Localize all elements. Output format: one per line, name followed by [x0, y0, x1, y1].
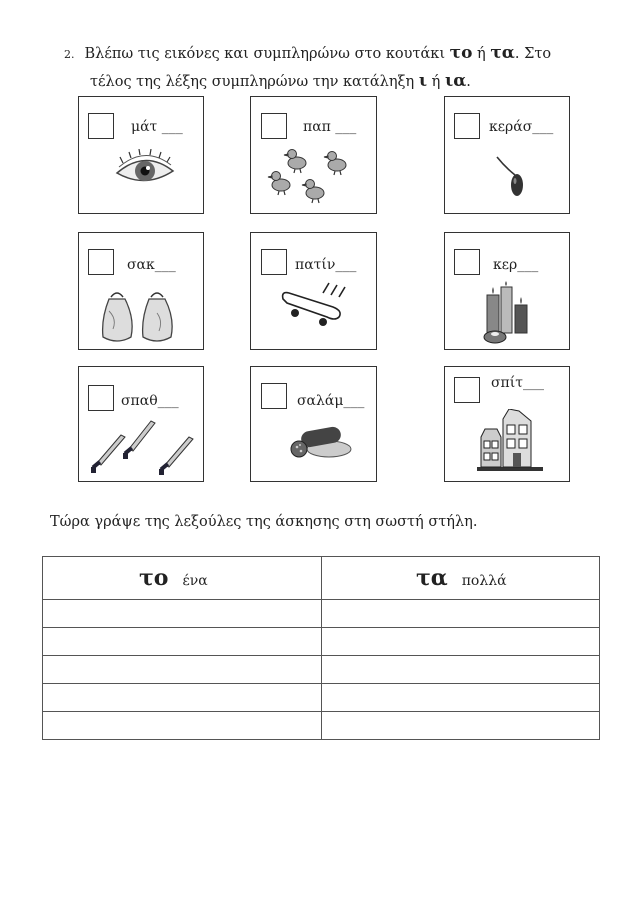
table-instruction: Τώρα γράψε της λεξούλες της άσκησης στη σωστή στήλη. — [50, 514, 478, 530]
card-houses — [444, 366, 570, 482]
word-blank: μάτ ___ — [131, 119, 183, 135]
or-word: ή — [472, 46, 491, 62]
instruction-line2-wrap — [64, 68, 551, 96]
word-blank: σπαθ___ — [121, 393, 179, 409]
or-word-2: ή — [427, 74, 445, 90]
table-row — [43, 712, 600, 740]
header-label-polla: πολλά — [461, 573, 507, 589]
exercise-number: 2. — [64, 48, 75, 61]
article-checkbox[interactable] — [454, 377, 480, 403]
instruction-line2-end: . — [466, 74, 471, 90]
word-blank: κεράσ___ — [489, 119, 554, 135]
answer-table — [42, 556, 600, 740]
card-salami — [250, 366, 377, 482]
article-ta: τα — [490, 43, 515, 63]
word-blank: σπίτ___ — [491, 375, 544, 391]
write-cell[interactable] — [322, 712, 600, 740]
article-checkbox[interactable] — [88, 113, 114, 139]
card-cherry — [444, 96, 570, 214]
ending-ia: ια — [444, 71, 467, 91]
candles-icon — [481, 281, 537, 345]
word-blank: σαλάμ___ — [297, 393, 365, 409]
table-header-row — [43, 557, 600, 600]
write-cell[interactable] — [322, 600, 600, 628]
skateboard-icon — [277, 281, 353, 329]
word-blank: σακ___ — [127, 257, 176, 273]
swords-icon — [85, 419, 197, 477]
word-blank: παπ ___ — [303, 119, 357, 135]
ending-i: ι — [418, 71, 428, 91]
write-cell[interactable] — [43, 684, 322, 712]
houses-icon — [475, 409, 545, 473]
article-checkbox[interactable] — [261, 383, 287, 409]
write-cell[interactable] — [322, 628, 600, 656]
write-cell[interactable] — [322, 684, 600, 712]
write-cell[interactable] — [43, 600, 322, 628]
header-label-ena: ένα — [182, 573, 208, 589]
write-cell[interactable] — [322, 656, 600, 684]
header-to-column — [43, 557, 322, 600]
card-sacks — [78, 232, 204, 350]
table-row — [43, 656, 600, 684]
header-article-ta: τα — [416, 565, 448, 591]
instruction-line1: Βλέπω τις εικόνες και συμπληρώνω στο κουτάκι — [84, 46, 450, 62]
article-checkbox[interactable] — [88, 249, 114, 275]
card-swords — [78, 366, 204, 482]
instruction-line2: τέλος της λέξης συμπληρώνω την κατάληξη — [90, 74, 419, 90]
article-checkbox[interactable] — [454, 113, 480, 139]
instruction — [64, 40, 551, 96]
ducklings-icon — [265, 143, 365, 209]
article-checkbox[interactable] — [261, 249, 287, 275]
card-skateboard — [250, 232, 377, 350]
eye-icon — [113, 149, 177, 191]
card-candles — [444, 232, 570, 350]
card-ducklings — [250, 96, 377, 214]
cherry-icon — [493, 149, 533, 205]
table-row — [43, 628, 600, 656]
write-cell[interactable] — [43, 712, 322, 740]
card-eye — [78, 96, 204, 214]
salami-icon — [287, 423, 357, 463]
article-checkbox[interactable] — [454, 249, 480, 275]
write-cell[interactable] — [43, 628, 322, 656]
header-article-to: το — [139, 565, 169, 591]
word-blank: πατίν___ — [295, 257, 357, 273]
article-to: το — [449, 43, 473, 63]
table-row — [43, 600, 600, 628]
article-checkbox[interactable] — [261, 113, 287, 139]
write-cell[interactable] — [43, 656, 322, 684]
word-blank: κερ___ — [493, 257, 539, 273]
instruction-line1-end: . Στο — [514, 46, 552, 62]
table-row — [43, 684, 600, 712]
sacks-icon — [97, 289, 183, 345]
header-ta-column — [322, 557, 600, 600]
article-checkbox[interactable] — [88, 385, 114, 411]
